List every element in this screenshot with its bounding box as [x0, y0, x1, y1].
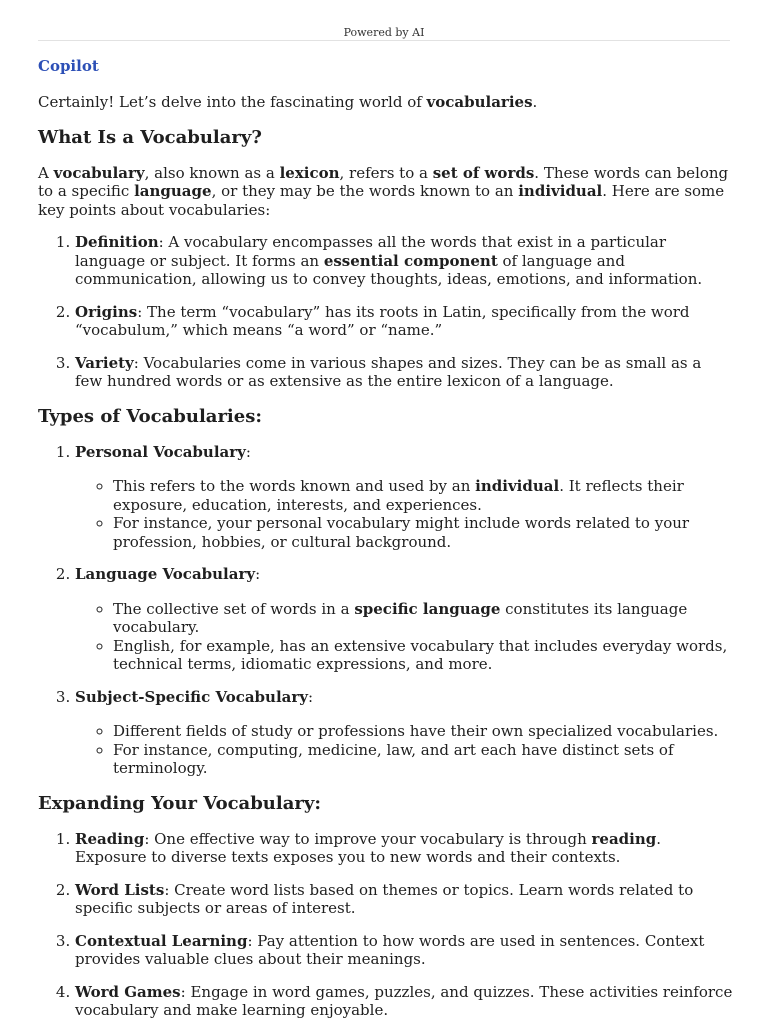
list-item-term: Origins: [75, 302, 138, 321]
para-bold: language: [134, 182, 212, 200]
list-item: [75, 688, 733, 778]
list-item-text: : Create word lists based on themes or topics. Learn words related to specific subjects or areas of interest.: [75, 880, 694, 917]
list-item: [75, 881, 733, 918]
intro-bold: vocabularies: [426, 93, 533, 111]
sub-item-bold: specific language: [354, 599, 501, 618]
assistant-name: Copilot: [38, 57, 99, 75]
list-item-term: Word Games: [75, 982, 181, 1001]
para-bold: lexicon: [279, 163, 340, 182]
sub-list-item: [113, 637, 733, 674]
section-heading-expanding: Expanding Your Vocabulary:: [38, 792, 321, 814]
chat-response: [38, 55, 733, 1034]
list-item-text: : A vocabulary encompasses all the words that exist in a particular language or subject. It forms an: [75, 233, 667, 270]
para-bold: individual: [518, 182, 603, 200]
para-text: A: [38, 163, 54, 182]
list-item-text: of language and communication, allowing us to convey thoughts, ideas, emotions, and information.: [75, 251, 703, 288]
list-item-colon: :: [245, 442, 251, 461]
sub-list-item: [113, 600, 733, 637]
sub-item-bold: individual: [475, 477, 560, 495]
sub-list-item: [113, 477, 733, 514]
list-item-text: : Vocabularies come in various shapes and sizes. They can be as small as a few hundred words or as extensive as the entire lexicon of a language.: [75, 353, 702, 390]
sub-item-text: . It reflects their exposure, education, interests, and experiences.: [113, 477, 684, 514]
list-item-text: : The term “vocabulary” has its roots in Latin, specifically from the word “vocabulum,” which means “a word” or “name.”: [75, 302, 690, 339]
list-item: [75, 932, 733, 969]
sub-list: [75, 477, 733, 551]
list-item-term: Reading: [75, 829, 145, 848]
list-item-colon: :: [255, 565, 261, 583]
para-text: . Here are some key points about vocabularies:: [38, 182, 725, 219]
para-text: . These words can belong to a specific: [38, 163, 729, 200]
definition-paragraph: [38, 164, 733, 220]
key-points-list: [38, 233, 733, 391]
list-item-bold: essential component: [323, 251, 498, 270]
sub-item-text: This refers to the words known and used by an: [113, 477, 476, 495]
sub-list-item: [113, 722, 733, 741]
powered-by-label: Powered by AI: [38, 26, 730, 41]
list-item-text: : Pay attention to how words are used in sentences. Context provides valuable clues about their meanings.: [75, 931, 705, 968]
list-item: [75, 233, 733, 289]
sub-item-text: constitutes its language vocabulary.: [113, 599, 688, 636]
sub-item-text: For instance, computing, medicine, law, and art each have distinct sets of terminology.: [113, 740, 674, 777]
list-item-text: . Exposure to diverse texts exposes you to new words and their contexts.: [75, 829, 662, 866]
list-item-term: Word Lists: [75, 880, 165, 899]
para-bold: vocabulary: [53, 163, 145, 182]
sub-list: [75, 600, 733, 674]
list-item-term: Contextual Learning: [75, 931, 248, 950]
list-item-term: Definition: [75, 233, 159, 251]
list-item-term: Personal Vocabulary: [75, 442, 246, 461]
list-item-term: Variety: [75, 353, 134, 372]
list-item: [75, 303, 733, 340]
para-text: , or they may be the words known to an: [211, 182, 519, 200]
list-item-bold: reading: [591, 829, 657, 848]
sub-item-text: English, for example, has an extensive vocabulary that includes everyday words, technical terms, idiomatic expressions, and more.: [113, 636, 728, 673]
list-item: [75, 443, 733, 552]
sub-list-item: [113, 741, 733, 778]
list-item: [75, 354, 733, 391]
list-item: [75, 983, 733, 1020]
intro-text-end: .: [532, 93, 538, 111]
expanding-list: [38, 830, 733, 1020]
section-heading-what-is: What Is a Vocabulary?: [38, 126, 262, 148]
sub-item-text: Different fields of study or professions have their own specialized vocabularies.: [113, 722, 719, 740]
list-item-colon: :: [308, 687, 314, 706]
intro-paragraph: [38, 93, 733, 112]
intro-text: Certainly! Let’s delve into the fascinating world of: [38, 93, 427, 111]
para-text: , refers to a: [339, 163, 433, 182]
para-text: , also known as a: [144, 163, 280, 182]
sub-list: [75, 722, 733, 778]
sub-item-text: The collective set of words in a: [113, 599, 355, 618]
sub-item-text: For instance, your personal vocabulary might include words related to your profession, hobbies, or cultural background.: [113, 514, 690, 551]
types-list: [38, 443, 733, 778]
list-item-text: : Engage in word games, puzzles, and quizzes. These activities reinforce vocabulary and make learning enjoyable.: [75, 982, 733, 1019]
list-item-term: Subject-Specific Vocabulary: [75, 687, 308, 706]
list-item: [75, 565, 733, 674]
sub-list-item: [113, 514, 733, 551]
section-heading-types: Types of Vocabularies:: [38, 405, 262, 427]
para-bold: set of words: [432, 163, 535, 182]
list-item: [75, 830, 733, 867]
list-item-text: : One effective way to improve your vocabulary is through: [144, 829, 592, 848]
list-item-term: Language Vocabulary: [75, 565, 256, 583]
